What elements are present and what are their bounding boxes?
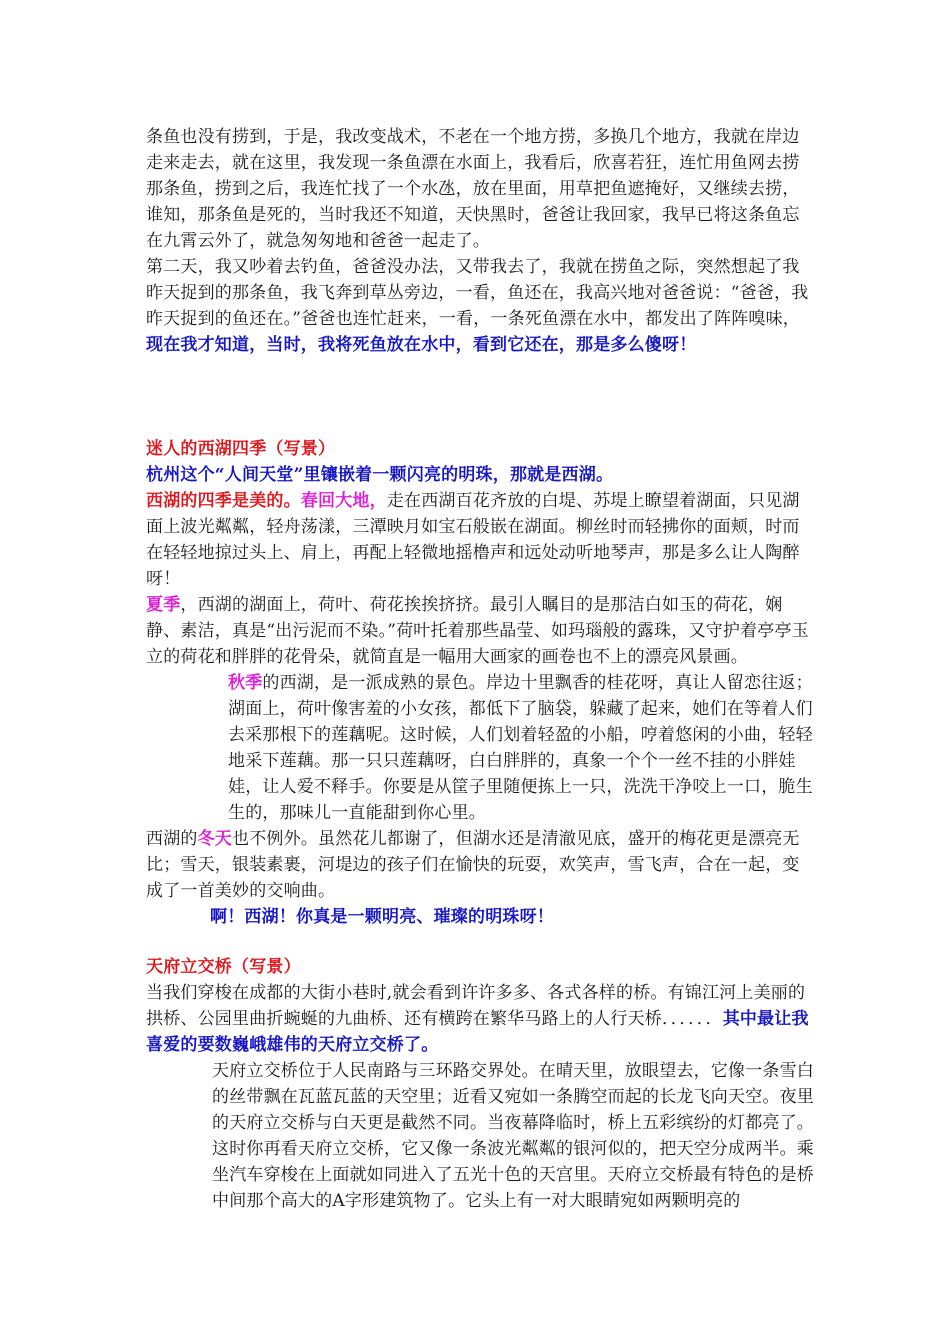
- paragraph-text: 当我们穿梭在成都的大街小巷时,就会看到许许多多、各式各样的桥。有锦江河上美丽的拱桥、公园里曲折蜿蜒的九曲桥、还有横跨在繁华马路上的人行天桥．．．．．．: [146, 983, 806, 1029]
- paragraph: 条鱼也没有捞到，于是，我改变战术，不老在一个地方捞，多换几个地方，我就在岸边走来走去，就在这里，我发现一条鱼漂在水面上，我看后，欣喜若狂，连忙用鱼网去捞那条鱼，捞到之后，我连忙找了一个水氹，放在里面，用草把鱼遮掩好，又继续去捞，谁知，那条鱼是死的，当时我还不知道，天快黑时，爸爸让我回家，我早已将这条鱼忘在九霄云外了，就急匆匆地和爸爸一起走了。: [146, 127, 800, 251]
- emphasis-text: 现在我才知道，当时，我将死鱼放在水中，看到它还在，那是多么傻呀！: [146, 335, 697, 355]
- paragraph-text: 走在西湖百花齐放的白堤、苏堤上瞭望着湖面，只见湖面上波光粼粼，轻舟荡漾，三潭映月如宝石般嵌在湖面。柳丝时而轻拂你的面颊，时而在轻轻地掠过头上、肩上，再配上轻微地摇橹声和远处动听地琴声，那是多么让人陶醉呀！: [146, 491, 800, 589]
- lead-sentence: 西湖的四季是美的。: [146, 491, 301, 511]
- paragraph: [146, 254, 814, 358]
- spacer: [146, 358, 814, 436]
- document-body: [146, 124, 814, 1214]
- section-title: 迷人的西湖四季（写景）: [146, 439, 336, 459]
- section-title: 天府立交桥（写景）: [146, 957, 301, 977]
- section-intro: 杭州这个“人间天堂”里镶嵌着一颗闪亮的明珠，那就是西湖。: [146, 465, 614, 485]
- paragraph: [146, 980, 814, 1058]
- paragraph-text: 西湖的: [146, 829, 198, 849]
- paragraph-text: 的西湖，是一派成熟的景色。岸边十里飘香的桂花呀，真让人留恋往返；湖面上，荷叶像害羞的小女孩，都低下了脑袋，躲藏了起来，她们在等着人们去采那根下的莲藕呢。这时候，人们划着轻盈的小船，哼着悠闲的小曲，轻轻地采下莲藕。那一只只莲藕呀，白白胖胖的，真象一个个一丝不挂的小胖娃娃，让人爱不释手。你要是从筐子里随便拣上一只，洗洗干净咬上一口，脆生生的，那味儿一直能甜到你心里。: [228, 673, 813, 823]
- emphasis-text: 其中最让我喜爱的要数巍峨雄伟的天府立交桥了。: [146, 1009, 809, 1055]
- paragraph-text: 第二天，我又吵着去钓鱼，爸爸没办法，又带我去了，我就在捞鱼之际，突然想起了我昨天捉到的那条鱼，我飞奔到草丛旁边，一看，鱼还在，我高兴地对爸爸说：“爸爸，我昨天捉到的鱼还在。”爸爸也连忙赶来，一看，一条死鱼漂在水中，都发出了阵阵嗅味，: [146, 257, 809, 329]
- season-label: 冬天: [197, 829, 233, 849]
- paragraph-text: 也不例外。虽然花儿都谢了，但湖水还是清澈见底，盛开的梅花更是漂亮无比；雪天，银装素裹，河堤边的孩子们在愉快的玩耍，欢笑声，雪飞声，合在一起，变成了一首美妙的交响曲。: [146, 829, 800, 901]
- paragraph-text: ，西湖的湖面上，荷叶、荷花挨挨挤挤。最引人瞩目的是那洁白如玉的荷花，娴静、素洁，真是“出污泥而不染。”荷叶托着那些晶莹、如玛瑙般的露珠，又守护着亭亭玉立的荷花和胖胖的花骨朵，就简直是一幅用大画家的画卷也不上的漂亮风景画。: [146, 595, 809, 667]
- season-label: 春回大地，: [300, 491, 387, 511]
- season-label: 夏季: [146, 595, 181, 615]
- paragraph: [146, 670, 814, 826]
- paragraph: [146, 488, 814, 592]
- spacer: [146, 930, 814, 954]
- paragraph: [146, 826, 814, 904]
- season-label: 秋季: [228, 673, 263, 693]
- paragraph: 天府立交桥位于人民南路与三环路交界处。在晴天里，放眼望去，它像一条雪白的丝带飘在瓦蓝瓦蓝的天空里；近看又宛如一条腾空而起的长龙飞向天空。夜里的天府立交桥与白天更是截然不同。当夜幕降临时，桥上五彩缤纷的灯都亮了。这时你再看天府立交桥，它又像一条波光粼粼的银河似的，把天空分成两半。乘坐汽车穿梭在上面就如同进入了五光十色的天宫里。天府立交桥最有特色的是桥中间那个高大的A字形建筑物了。它头上有一对大眼睛宛如两颗明亮的: [212, 1061, 814, 1211]
- closing-line: 啊！西湖！你真是一颗明亮、璀璨的明珠呀！: [210, 907, 554, 927]
- paragraph: [146, 592, 814, 670]
